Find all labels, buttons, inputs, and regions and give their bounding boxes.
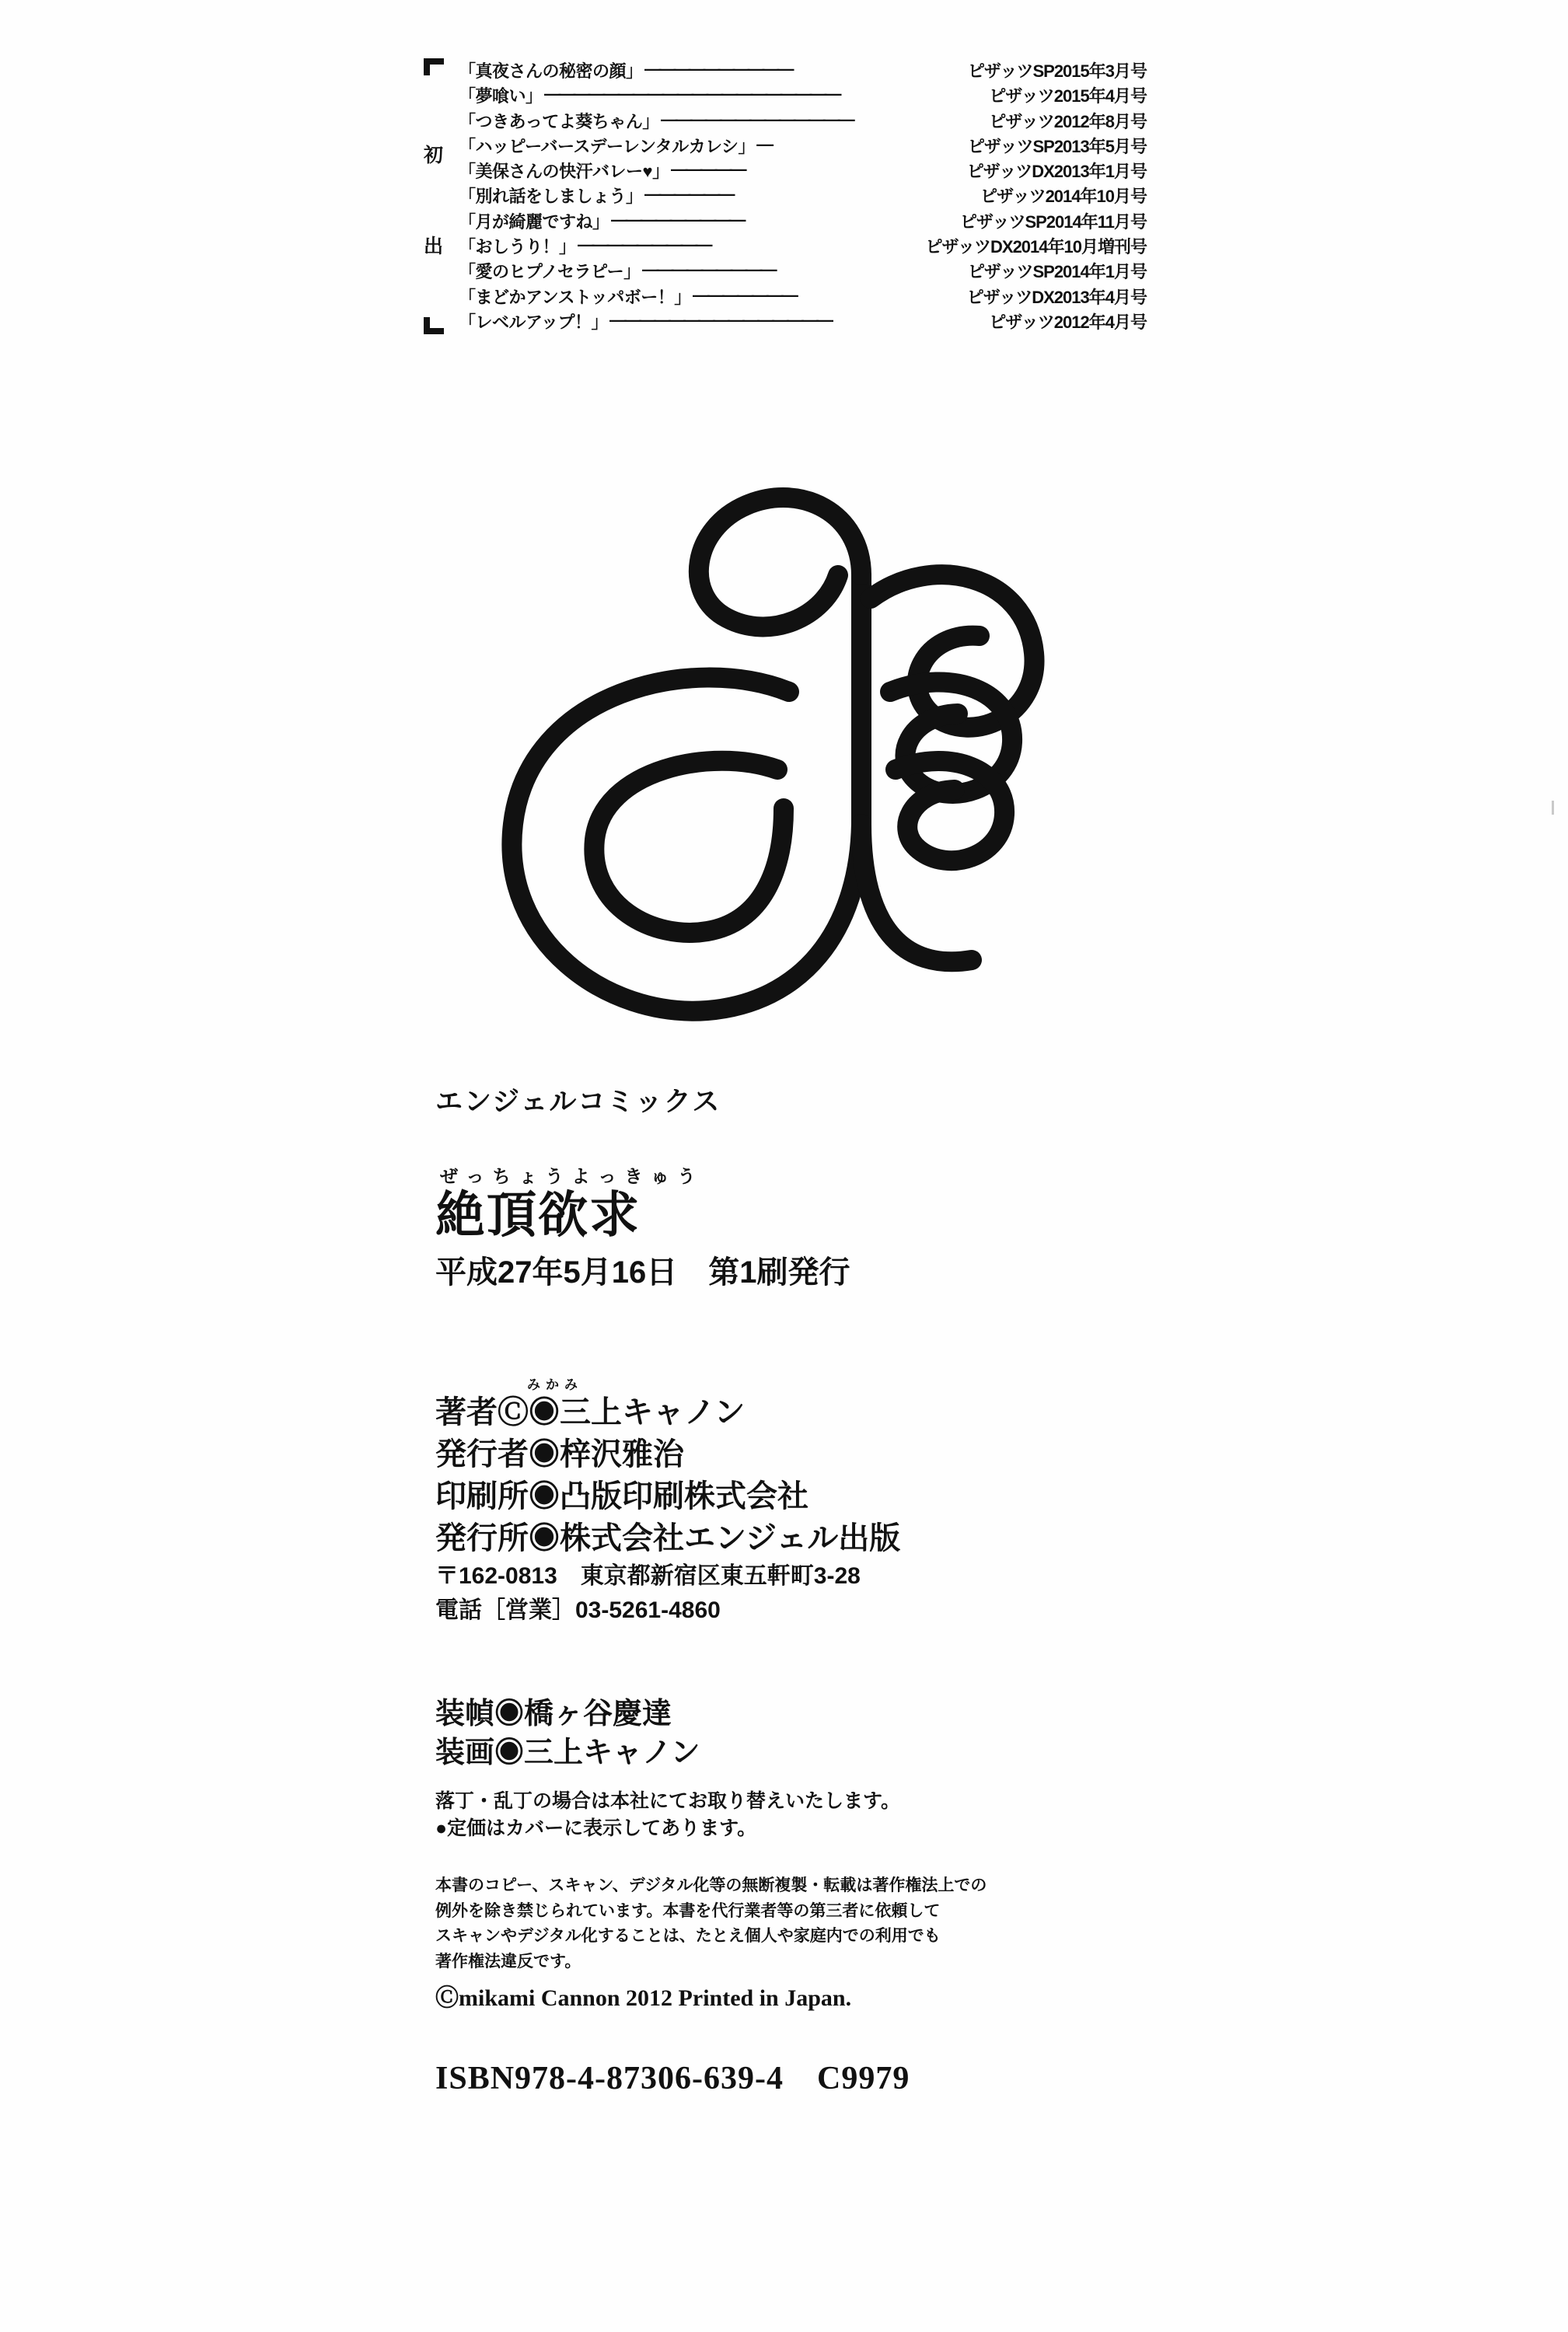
notice-price: ●定価はカバーに表示してあります。 — [435, 1817, 757, 1839]
credit-title: 「別れ話をしましょう」 — [459, 187, 643, 207]
credit-title: 「ハッピーバースデーレンタルカレシ」 — [459, 136, 756, 156]
colophon-details — [435, 1377, 1252, 1627]
credit-magazine: ピザッツSP2015年3月号 — [967, 61, 1147, 81]
credit-row — [459, 109, 1147, 134]
credit-title: 「レベルアップ！」 — [459, 312, 608, 332]
publisher-name: 梓沢雅治 — [560, 1437, 684, 1471]
credit-title: 「愛のヒプノセラピー」 — [459, 262, 641, 282]
credit-leader: ————— — [670, 159, 745, 180]
cover-art-label: 装画◉ — [435, 1737, 525, 1770]
credit-row — [459, 234, 1147, 259]
credit-title: 「真夜さんの秘密の顔」 — [459, 61, 643, 81]
company-name: 株式会社エンジェル出版 — [560, 1521, 901, 1555]
credit-title: 「月が綺麗ですね」 — [459, 211, 609, 232]
imprint-label: エンジェルコミックス — [435, 1087, 721, 1117]
publisher-row — [435, 1433, 1252, 1475]
credit-leader: ————————— — [610, 209, 744, 229]
credit-magazine: ピザッツ2015年4月号 — [989, 86, 1147, 106]
publisher-label: 発行者◉ — [435, 1437, 560, 1471]
credit-leader: ———————————————————— — [543, 84, 840, 104]
credit-magazine: ピザッツ2014年10月号 — [980, 187, 1147, 207]
angel-comics-logo-icon — [435, 459, 1135, 1049]
credit-leader: ——————————————— — [609, 309, 831, 330]
credits-vertical-label — [424, 58, 450, 334]
author-ruby: みかみ — [527, 1377, 583, 1392]
credit-magazine: ピザッツDX2014年10月増刊号 — [925, 237, 1147, 257]
credit-title: 「美保さんの快汗バレー♥」 — [459, 162, 669, 182]
cover-art-row — [435, 1733, 1252, 1772]
author-name: 三上キャノン — [560, 1395, 746, 1430]
credit-row — [459, 259, 1147, 284]
credit-magazine: ピザッツSP2014年1月号 — [967, 262, 1147, 282]
design-credits — [435, 1695, 1252, 1772]
credit-row — [459, 83, 1147, 108]
page-title: 絶頂欲求 — [435, 1187, 641, 1243]
cover-design-label: 装幀◉ — [435, 1698, 525, 1730]
company-row — [435, 1517, 1252, 1559]
credit-leader: —————— — [644, 184, 733, 204]
credit-magazine: ピザッツ2012年4月号 — [989, 312, 1147, 332]
notice-defect: 落丁・乱丁の場合は本社にてお取り替えいたします。 — [435, 1790, 901, 1812]
legal-line-4: 著作権法違反です。 — [435, 1952, 581, 1971]
legal-line-1: 本書のコピー、スキャン、デジタル化等の無断複製・転載は著作権法上での — [435, 1876, 987, 1894]
credit-leader: ————————— — [577, 235, 711, 255]
credit-leader: — — [756, 134, 772, 154]
credit-magazine: ピザッツDX2013年4月号 — [966, 287, 1147, 307]
author-row — [435, 1377, 1252, 1433]
company-label: 発行所◉ — [435, 1521, 560, 1555]
printer-row — [435, 1475, 1252, 1517]
printer-name: 凸版印刷株式会社 — [560, 1479, 808, 1513]
credit-row — [459, 58, 1147, 83]
cover-art-name: 三上キャノン — [524, 1737, 700, 1770]
legal-line-3: スキャンやデジタル化することは、たとえ個人や家庭内での利用でも — [435, 1927, 941, 1946]
credit-row — [459, 159, 1147, 183]
credit-row — [459, 285, 1147, 309]
printer-label: 印刷所◉ — [435, 1479, 560, 1513]
credit-title: 「まどかアンストッパボー！」 — [459, 287, 691, 307]
credit-title: 「夢喰い」 — [459, 86, 543, 106]
title-furigana: ぜっちょうよっきゅう — [440, 1166, 704, 1186]
company-phone: 電話［営業］03-5261-4860 — [435, 1597, 721, 1623]
credit-leader: ————————————— — [660, 109, 853, 129]
credit-magazine: ピザッツSP2014年11月号 — [959, 211, 1147, 232]
credits-label-sho: 初 — [424, 145, 444, 166]
cover-design-row — [435, 1695, 1252, 1733]
credit-magazine: ピザッツSP2013年5月号 — [967, 136, 1147, 156]
credit-magazine: ピザッツDX2013年1月号 — [966, 162, 1147, 182]
publication-date: 平成27年5月16日 第1刷発行 — [435, 1255, 850, 1290]
author-label: 著者Ⓒ◉ — [435, 1395, 560, 1430]
credits-list — [459, 58, 1147, 334]
credit-leader: ————————— — [641, 260, 775, 280]
cover-design-name: 橋ヶ谷慶達 — [524, 1698, 672, 1730]
credit-row — [459, 183, 1147, 208]
credit-title: 「おしうり！」 — [459, 237, 576, 257]
credit-row — [459, 134, 1147, 159]
legal-line-2: 例外を除き禁じられています。本書を代行業者等の第三者に依頼して — [435, 1901, 941, 1920]
credit-title: 「つきあってよ葵ちゃん」 — [459, 111, 659, 131]
credit-magazine: ピザッツ2012年8月号 — [989, 111, 1147, 131]
legal-notice — [435, 1873, 1135, 1974]
company-address: 〒162-0813 東京都新宿区東五軒町3-28 — [435, 1563, 861, 1589]
title-block — [435, 1162, 1213, 1292]
credit-leader: —————————— — [644, 59, 792, 79]
page-edge-mark — [1552, 801, 1554, 815]
credit-row — [459, 309, 1147, 334]
credits-label-shutsu: 出 — [424, 236, 444, 257]
notices — [435, 1788, 1252, 1842]
credit-leader: ——————— — [692, 285, 796, 305]
copyright-notice: Ⓒmikami Cannon 2012 Printed in Japan. — [435, 1985, 852, 2011]
credit-row — [459, 209, 1147, 234]
isbn-code: ISBN978-4-87306-639-4 C9979 — [435, 2061, 910, 2096]
